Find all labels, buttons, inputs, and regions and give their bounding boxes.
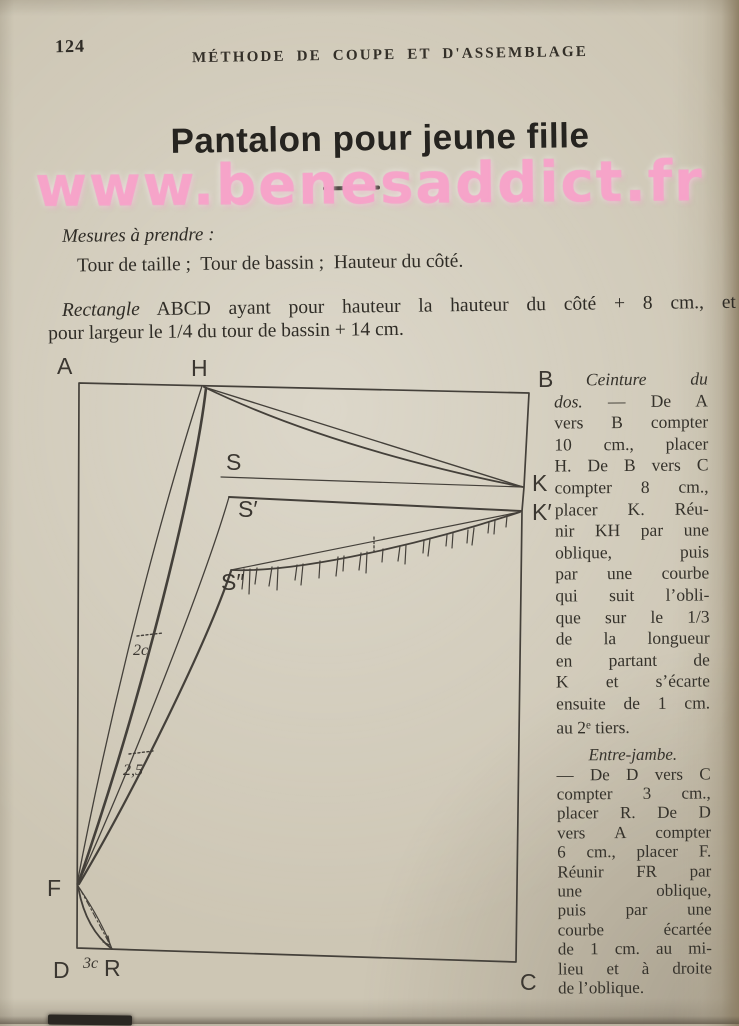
text-run: puis par une xyxy=(557,899,712,920)
text-line xyxy=(556,671,710,694)
diagram-label-A: A xyxy=(57,353,73,379)
text-run: ABCD ayant pour hauteur la hauteur du côté + 8 cm., et xyxy=(139,291,736,321)
text-run: H. De B vers C xyxy=(554,454,709,476)
text-line xyxy=(557,842,711,862)
text-run: 6 cm., placer F. xyxy=(557,841,712,862)
instruction-column xyxy=(554,368,712,997)
text-run: 10 cm., placer xyxy=(554,433,709,455)
paragraph-ceinture-du-dos xyxy=(554,368,711,738)
text-line xyxy=(557,822,711,842)
text-line xyxy=(557,803,711,823)
crotch-oblique-dashed xyxy=(80,889,110,945)
text-run: placer K. Réu- xyxy=(554,498,709,520)
watermark: www.benesaddict.fr xyxy=(34,149,705,220)
text-run: compter 3 cm., xyxy=(556,783,711,804)
text-line xyxy=(555,563,709,586)
text-run: nir KH par une xyxy=(554,519,709,541)
text-run: ensuite de 1 cm. xyxy=(556,692,711,714)
text-line xyxy=(555,498,709,521)
diagram-label-D: D xyxy=(53,957,70,983)
text-line xyxy=(558,919,712,939)
text-run: vers A compter xyxy=(556,822,712,843)
text-run: de l’oblique. xyxy=(558,977,645,998)
text-run: au 2 xyxy=(556,716,587,738)
diagram-label-B: B xyxy=(538,366,554,392)
oblique-S2-F xyxy=(79,571,231,884)
text-run: pour largeur le 1/4 du tour de bassin + 14 cm. xyxy=(48,318,404,345)
text-line xyxy=(556,745,710,765)
text-run: courbe écartée xyxy=(557,919,712,940)
text-line xyxy=(555,584,709,607)
text-line xyxy=(557,880,711,900)
text-line xyxy=(556,649,710,672)
diagram-label-S′: S′ xyxy=(238,496,258,522)
text-run: qui suit l’obli- xyxy=(555,584,710,606)
text-run: Ceinture du xyxy=(585,368,708,390)
text-line xyxy=(558,977,712,997)
oblique-S1-F xyxy=(78,497,229,884)
page-title: Pantalon pour jeune fille xyxy=(170,116,590,161)
text-line xyxy=(554,455,708,478)
waist-oblique-HK xyxy=(204,387,523,487)
diagram-label-C: C xyxy=(520,969,537,995)
diagram-label-K′: K′ xyxy=(532,499,552,525)
oblique-H-F-thin xyxy=(77,386,202,884)
text-line xyxy=(556,692,710,715)
text-run: de 1 cm. au mi- xyxy=(557,938,712,959)
measures-heading: Mesures à prendre : xyxy=(61,224,215,247)
diagram-label-S″: S″ xyxy=(221,569,245,595)
diagram-label-K: K xyxy=(532,470,548,496)
text-line xyxy=(558,958,712,978)
diagram-label-R: R xyxy=(104,955,121,981)
text-run: que sur le 1/3 xyxy=(555,605,710,628)
text-line xyxy=(557,783,711,803)
diagram-label-2,5: 2,5 xyxy=(123,762,143,779)
text-line xyxy=(554,390,708,413)
line-S-K xyxy=(221,477,522,487)
text-run: Rectangle xyxy=(61,299,140,322)
diagram-label-F: F xyxy=(47,875,62,901)
text-run: dos. xyxy=(553,390,583,412)
text-run: oblique, puis xyxy=(555,541,710,563)
text-line xyxy=(554,412,708,435)
text-run: compter 8 cm., xyxy=(554,476,709,498)
text-run: Entre-jambe. xyxy=(588,744,678,765)
line-S2-K1 xyxy=(231,512,520,570)
text-line xyxy=(557,861,711,881)
text-run: tiers. xyxy=(590,716,630,737)
text-line xyxy=(555,606,709,629)
text-line xyxy=(554,368,708,391)
text-line xyxy=(556,628,710,651)
diagram-label-2c: 2c xyxy=(133,642,149,659)
text-line xyxy=(558,939,712,959)
diagram-label-H: H xyxy=(191,355,208,381)
text-line xyxy=(556,714,710,739)
text-run: — De D vers C xyxy=(556,763,711,785)
text-run: en partant de xyxy=(555,649,710,671)
text-line xyxy=(554,433,708,456)
diagram-label-3c: 3c xyxy=(83,955,99,972)
line-S1-K1 xyxy=(229,497,521,511)
page-number: 124 xyxy=(54,35,86,57)
paragraph-entre-jambe xyxy=(556,745,712,998)
running-header: MÉTHODE DE COUPE ET D'ASSEMBLAGE xyxy=(191,43,589,67)
text-run: vers B compter xyxy=(554,411,709,433)
text-run: — De A xyxy=(582,390,709,411)
text-run: de la longueur xyxy=(555,627,710,649)
text-line xyxy=(558,900,712,920)
text-line xyxy=(557,764,711,784)
text-run: par une courbe xyxy=(555,562,710,584)
measures-list: Tour de taille ; Tour de bassin ; Hauteur du côté. xyxy=(76,250,464,277)
text-run: une oblique, xyxy=(557,880,712,901)
text-run: e xyxy=(585,718,591,731)
text-line xyxy=(555,476,709,499)
text-run: lieu et à droite xyxy=(557,958,713,979)
text-run: placer R. De D xyxy=(556,802,711,823)
text-run: K et s’écarte xyxy=(555,670,711,692)
text-run: Réunir FR par xyxy=(557,860,712,882)
measure-2c-dots xyxy=(137,633,163,636)
diagram-label-S: S xyxy=(226,449,242,475)
text-line xyxy=(555,541,709,564)
text-line xyxy=(555,520,709,543)
